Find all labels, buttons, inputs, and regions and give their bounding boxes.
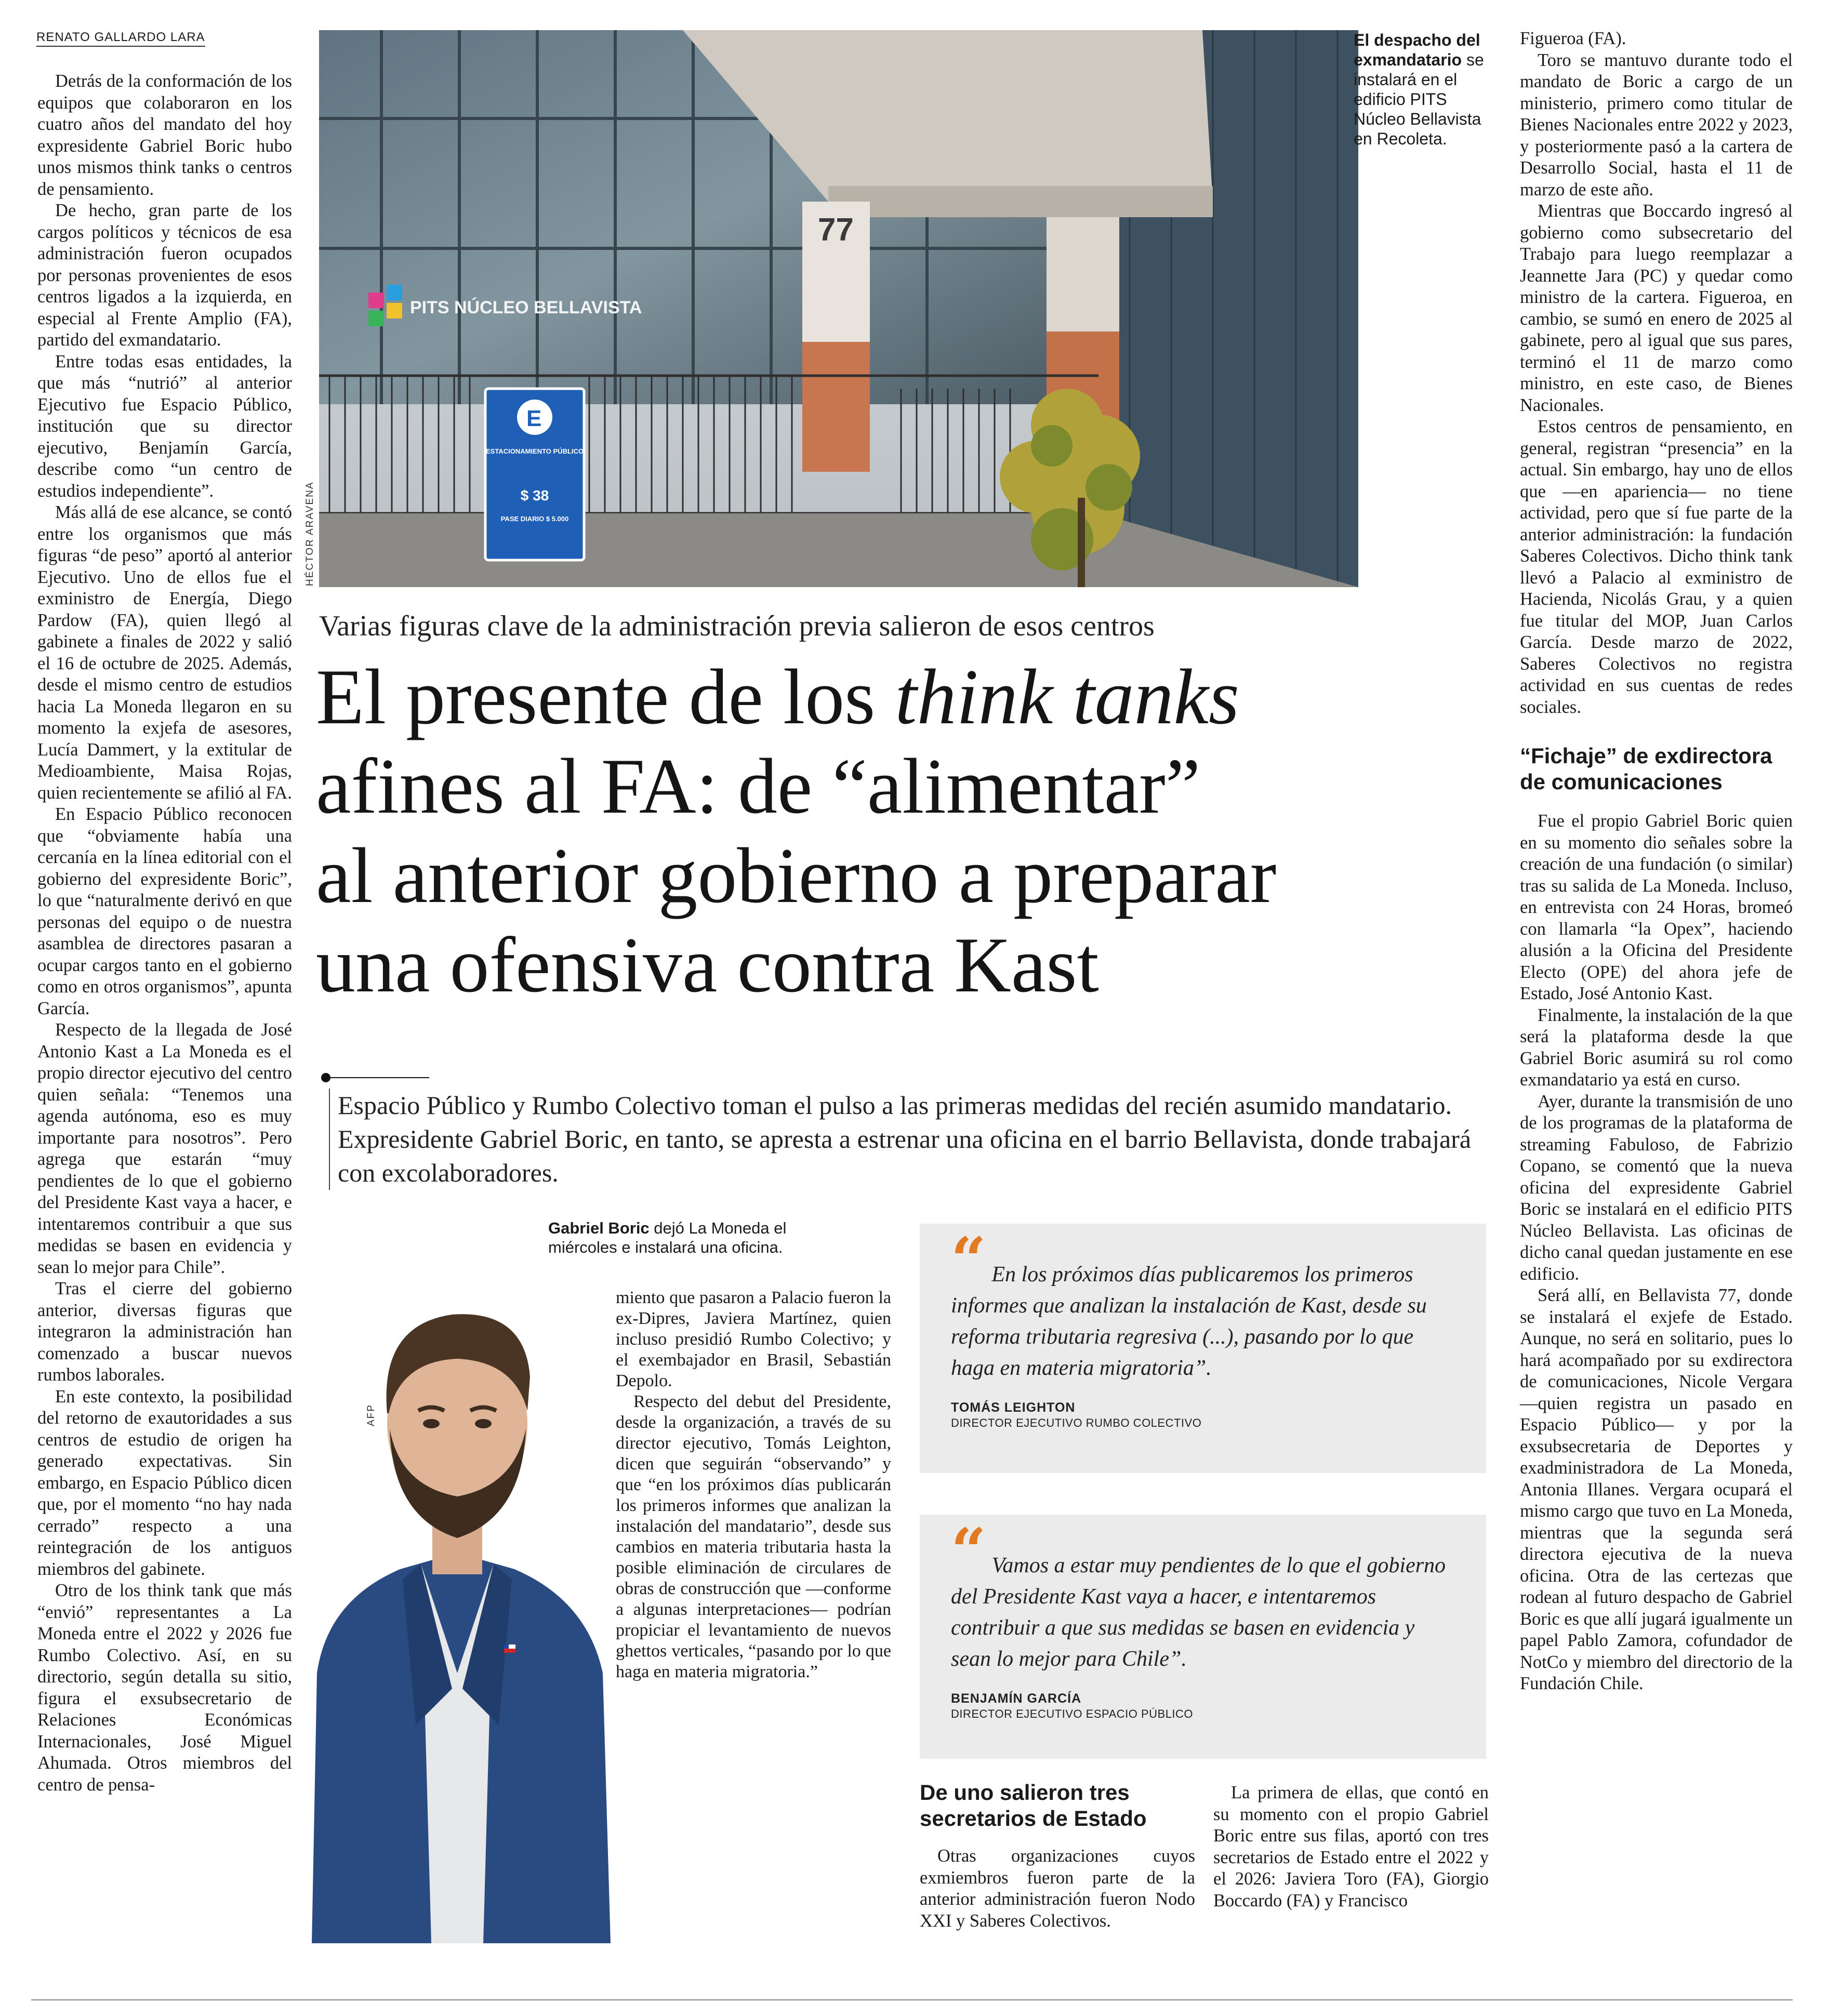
right-paragraph: Toro se mantuvo durante todo el mandato de Boric a cargo de un ministerio, primero como titular de Bienes Nacionales entre 2022 y 2023, y posteriormente pasó a la cartera de Desarrollo Social, hasta el 11 de marzo de este año.	[1520, 50, 1793, 200]
boric-caption	[548, 1218, 808, 1257]
boric-credit: AFP	[366, 1404, 377, 1426]
lead: Espacio Público y Rumbo Colectivo toman el pulso a las primeras medidas del recién asumido mandatario. Expresidente Gabriel Boric, en tanto, se apresta a estrenar una oficina en el barrio Bellavista, donde trabajará con excolaboradores.	[338, 1091, 1472, 1187]
photo-caption	[1354, 30, 1494, 149]
headline	[316, 652, 1511, 1010]
middle-paragraph: miento que pasaron a Palacio fueron la ex-Dipres, Javiera Martínez, quien incluso presidió Rumbo Colectivo; y el exembajador en Brasil, Sebastián Depolo.	[616, 1288, 891, 1390]
middle-paragraph: Respecto del debut del Presidente, desde la organización, a través de su director ejecutivo, Tomás Leighton, dicen que seguirán “observando” y que “en los próximos días publicarán los primeros informes que analizan la instalación del mandatario”, desde sus cambios en materia tributaria hasta la posible eliminación de circulares de obras de construcción que —conforme a algunas interpretaciones— podrían propiciar el levantamiento de nuevos ghettos verticales, “pasando por lo que haga en materia migratoria.”	[616, 1392, 891, 1681]
photo-caption-text: se instalará en el edificio PITS Núcleo Bellavista en Recoleta.	[1354, 50, 1484, 148]
right-column	[1520, 28, 1793, 1695]
parking-sign-title: ESTACIONAMIENTO PÚBLICO	[485, 447, 584, 455]
left-paragraph: En este contexto, la posibilidad del retorno de exautoridades a sus centros de estudio de origen ha generado expectativas. Sin embargo, en Espacio Público dicen que, por el momento “no hay nada cerrado” respecto a una reintegración de los antiguos miembros del gabinete.	[37, 1386, 292, 1579]
boric-caption-bold: Gabriel Boric	[548, 1219, 650, 1237]
middle-column	[616, 1288, 891, 1682]
quote-box-leighton	[920, 1224, 1486, 1473]
kicker: Varias figuras clave de la administración previa salieron de esos centros	[319, 610, 1155, 642]
headline-italic: think tanks	[895, 653, 1240, 740]
right-paragraph: Finalmente, la instalación de la que será la plataforma desde la que Gabriel Boric asumirá su rol como exmandatario ya está en curso.	[1520, 1005, 1793, 1090]
lead-bullet	[321, 1073, 330, 1082]
building-photo	[319, 30, 1358, 587]
svg-text:E: E	[526, 406, 542, 431]
left-paragraph: Más allá de ese alcance, se contó entre los organismos que más figuras “de peso” aportó al anterior Ejecutivo. Uno de ellos fue el exministro de Energía, Diego Pardow (FA), quien llegó al gabinete a finales de 2022 y salió el 16 de octubre de 2025. Además, desde el mismo centro de estudios hacia La Moneda llegaron en su momento la exjefa de asesores, Lucía Dammert, y la extitular de Medioambiente, Maisa Rojas, quien recientemente se afilió al FA.	[37, 502, 292, 803]
boric-photo	[296, 1205, 618, 1943]
secretarios-column-1	[920, 1846, 1195, 1932]
left-paragraph: Tras el cierre del gobierno anterior, diversas figuras que integraron la administración han comenzado a buscar nuevos rumbos laborales.	[37, 1279, 292, 1385]
left-paragraph: Respecto de la llegada de José Antonio Kast a La Moneda es el propio director ejecutivo del centro quien señala: “Tenemos una agenda autónoma, eso es muy importante para nosotros”. Pero agrega que estarán “muy pendientes de lo que el gobierno del Presidente Kast vaya a hacer, e intentaremos contribuir a que sus medidas se basen en evidencia y sean lo mejor para Chile”.	[37, 1020, 292, 1277]
subhead-secretarios: De uno salieron tres secretarios de Estado	[920, 1780, 1147, 1831]
lead-rule	[330, 1077, 429, 1078]
left-column	[37, 71, 292, 1796]
photo-caption-bold: El despacho del exmandatario	[1354, 31, 1480, 69]
quote-text: En los próximos días publicaremos los primeros informes que analizan la instalación de Kast, desde su reforma tributaria regresiva (...), pasando por lo que haga en materia migratoria”.	[951, 1263, 1427, 1380]
building-illustration	[319, 30, 1358, 587]
left-paragraph: En Espacio Público reconocen que “obviamente había una cercanía en la línea editorial con el gobierno del expresidente Boric”, lo que “naturalmente derivó en que personas del equipo o de nuestra asamblea de directores pasaran a ocupar cargos tanto en el gobierno como en otros organismos”, apunta García.	[37, 804, 292, 1018]
quote-author-role: DIRECTOR EJECUTIVO RUMBO COLECTIVO	[951, 1416, 1202, 1429]
lead-vertical-rule	[329, 1089, 330, 1190]
headline-line-3: al anterior gobierno a preparar	[316, 832, 1277, 919]
byline: RENATO GALLARDO LARA	[36, 30, 205, 47]
parking-sign-daily: PASE DIARIO $ 5.000	[500, 515, 569, 523]
right-paragraph: Mientras que Boccardo ingresó al gobierno como subsecretario del Trabajo para luego reemplazar a Jeannette Jara (PC) y quedar como ministro de la cartera. Figueroa, en cambio, se sumó en enero de 2025 al gabinete, pero al igual que sus pares, terminó el 11 de marzo como ministro, en este caso, de Bienes Nacionales.	[1520, 201, 1793, 415]
secretarios-paragraph: La primera de ellas, que contó en su momento con el propio Gabriel Boric entre sus filas, aportó con tres secretarios de Estado entre el 2022 y el 2026: Javiera Toro (FA), Giorgio Boccardo (FA) y Francisco	[1213, 1783, 1489, 1911]
right-paragraph: Ayer, durante la transmisión de uno de los programas de la plataforma de streaming Fabuloso, de Fabrizio Copano, se comentó que la nueva oficina del expresidente Gabriel Boric se instalará en el edificio PITS Núcleo Bellavista. Las oficinas de dicho canal quedan justamente en ese edificio.	[1520, 1091, 1793, 1284]
headline-line-4: una ofensiva contra Kast	[316, 921, 1099, 1009]
bottom-rule	[31, 1999, 1793, 2000]
quote-box-garcia	[920, 1515, 1486, 1759]
right-paragraph: Fue el propio Gabriel Boric quien en su momento dio señales sobre la creación de una fundación (o similar) tras su salida de La Moneda. Incluso, en entrevista con 24 Horas, bromeó con llamarla “la Opex”, haciendo alusión a la Oficina del Presidente Electo (OPE) del ahora jefe de Estado, José Antonio Kast.	[1520, 811, 1793, 1003]
left-paragraph: De hecho, gran parte de los cargos políticos y técnicos de esa administración fueron ocupados por personas provenientes de esos centros ligados a la izquierda, en especial al Frente Amplio (FA), partido del exmandatario.	[37, 201, 292, 350]
headline-line-1: El presente de los	[316, 653, 895, 740]
left-paragraph: Entre todas esas entidades, la que más “nutrió” al anterior Ejecutivo fue Espacio Público, institución que su director ejecutivo, Benjamín García, describe como “un centro de estudios independiente”.	[37, 351, 292, 501]
quote-text: Vamos a estar muy pendientes de lo que el gobierno del Presidente Kast vaya a hacer, e intentaremos contribuir a que sus medidas se basen en evidencia y sean lo mejor para Chile”.	[951, 1554, 1446, 1671]
building-sign-text: PITS NÚCLEO BELLAVISTA	[410, 298, 642, 317]
left-paragraph: Detrás de la conformación de los equipos que colaboraron en los cuatro años del mandato del hoy expresidente Gabriel Boric hubo unos mismos think tanks o centros de pensamiento.	[37, 71, 292, 199]
building-number: 77	[818, 212, 854, 248]
quote-author-role: DIRECTOR EJECUTIVO ESPACIO PÚBLICO	[951, 1707, 1194, 1720]
subhead-fichaje: “Fichaje” de exdirectora de comunicaciones	[1520, 744, 1772, 794]
quote-mark-icon: “	[951, 1224, 986, 1296]
parking-sign-price: $ 38	[520, 487, 549, 503]
boric-illustration	[296, 1205, 618, 1943]
headline-line-2: afines al FA: de “alimentar”	[316, 742, 1201, 830]
left-paragraph: Otro de los think tank que más “envió” representantes a La Moneda entre el 2022 y 2026 fue Rumbo Colectivo. Así, en su directorio, según detalla su sitio, figura el exsubsecretario de Relaciones Económicas Internacionales, José Miguel Ahumada. Otros miembros del centro de pensa-	[37, 1581, 292, 1795]
boric-caption-text: dejó La Moneda el miércoles e instalará una oficina.	[548, 1219, 787, 1256]
secretarios-paragraph: Otras organizaciones cuyos exmiembros fueron parte de la anterior administración fueron Nodo XXI y Saberes Colectivos.	[920, 1846, 1195, 1931]
right-paragraph: Figueroa (FA).	[1520, 29, 1626, 48]
right-paragraph: Estos centros de pensamiento, en general, registran “presencia” en la actual. Sin embargo, hay uno de ellos que —en apariencia— no tiene actividad, pero que sí fue parte de la anterior administración: la fundación Saberes Colectivos. Dicho think tank llevó a Palacio al exministro de Hacienda, Nicolás Grau, y a quien fue titular del MOP, Juan Carlos García. Desde marzo de 2022, Saberes Colectivos no registra actividad en sus cuentas de redes sociales.	[1520, 417, 1793, 717]
secretarios-column-2	[1213, 1782, 1489, 1912]
right-paragraph: Será allí, en Bellavista 77, donde se instalará el exjefe de Estado. Aunque, no será en solitario, pues lo hará acompañado por su exdirectora de comunicaciones, Nicole Vergara —quien registra un pasado en Espacio Público— y por la exsubsecretaria de Deportes y exadministradora de La Moneda, Antonia Illanes. Vergara ocupará el mismo cargo que tuvo en La Moneda, mientras que la segunda será directora ejecutiva de la nueva oficina. Otra de las certezas que rodean al futuro despacho de Gabriel Boric es que allí jugará igualmente un papel Pablo Zamora, cofundador de NotCo y miembro del directorio de la Fundación Chile.	[1520, 1285, 1793, 1693]
quote-author: BENJAMÍN GARCÍA	[951, 1691, 1082, 1706]
photo-credit: HÉCTOR ARAVENA	[304, 481, 315, 586]
quote-mark-icon: “	[951, 1515, 986, 1587]
quote-author: TOMÁS LEIGHTON	[951, 1400, 1076, 1415]
